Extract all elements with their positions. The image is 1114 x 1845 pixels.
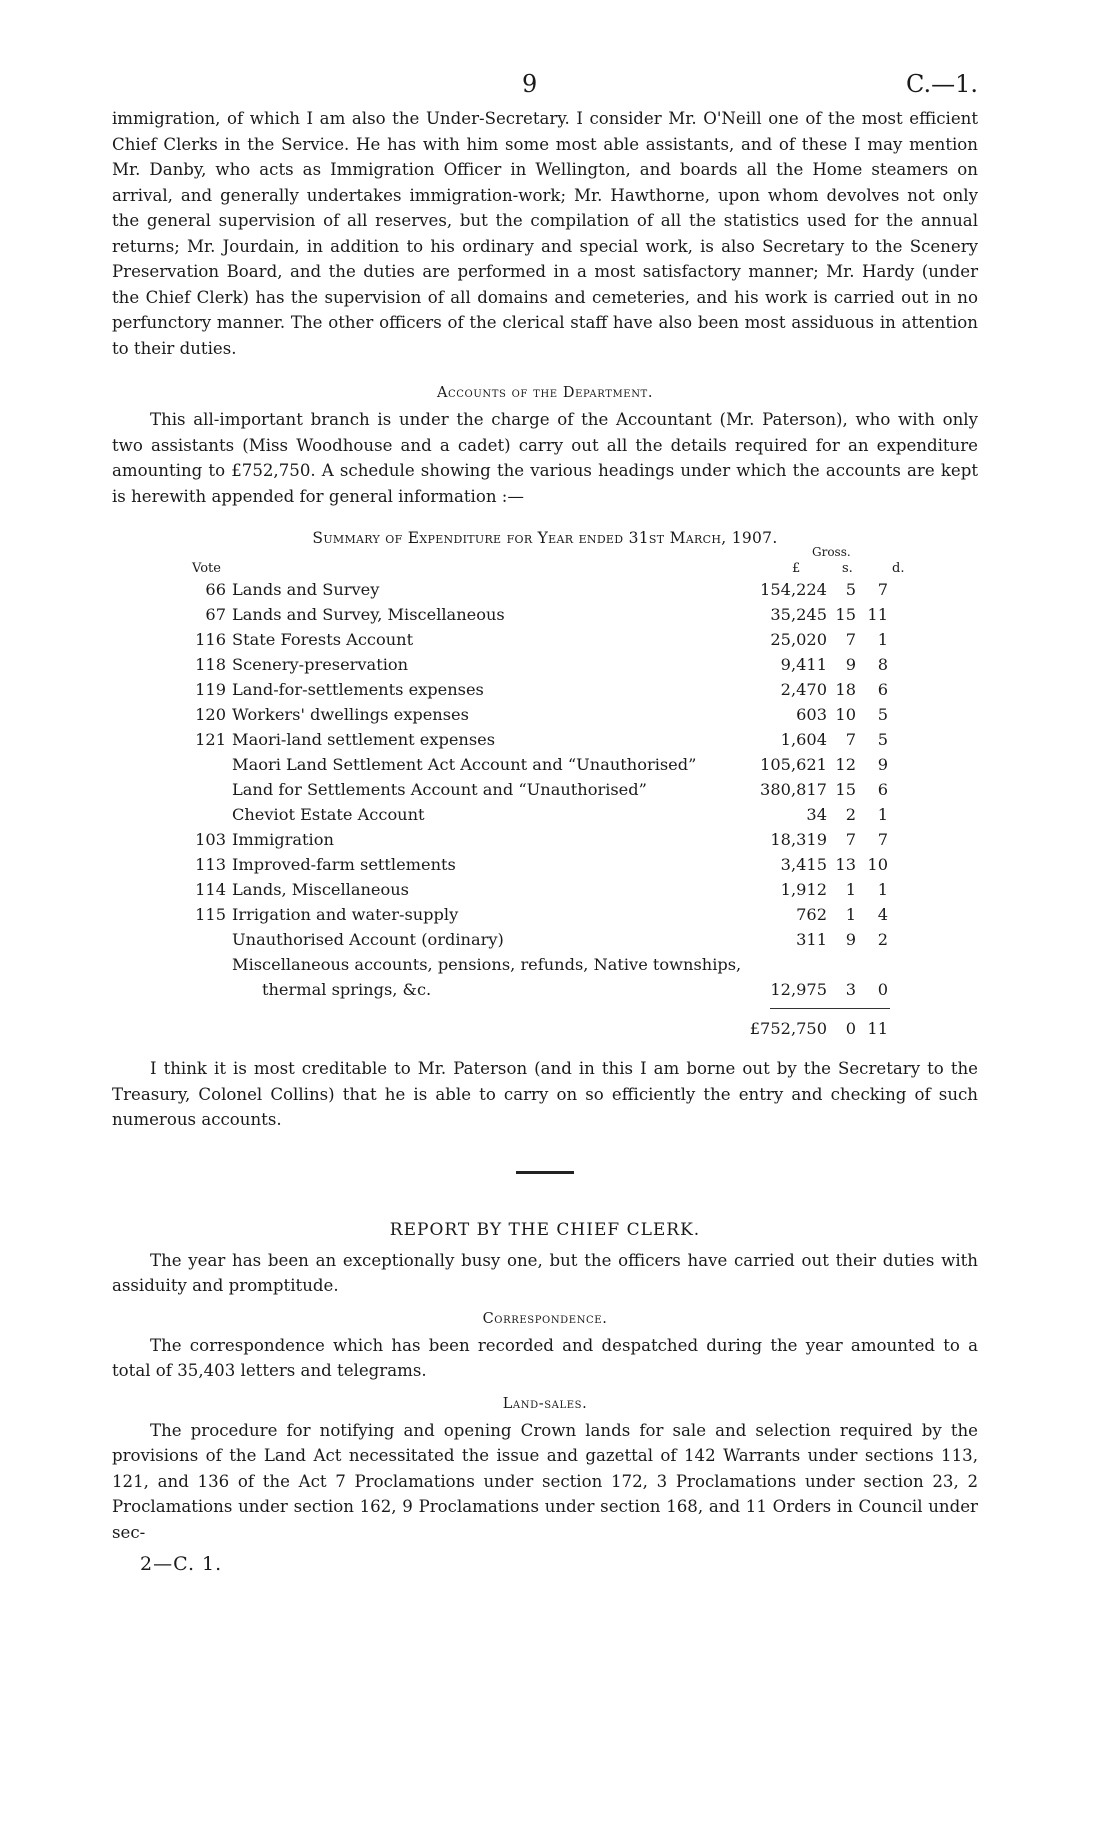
amount-shillings: 1: [845, 905, 856, 924]
table-row: [192, 652, 912, 677]
vote-number: 115: [195, 905, 226, 924]
amount-pence: 4: [877, 905, 888, 924]
amount-pence: 8: [877, 655, 888, 674]
table-total-row: [192, 1016, 912, 1042]
table-row: [192, 577, 912, 602]
row-description: Lands and Survey, Miscellaneous: [232, 605, 505, 624]
row-description: Lands, Miscellaneous: [232, 880, 409, 899]
amount-pence: 6: [877, 680, 888, 699]
row-description: Workers' dwellings expenses: [232, 705, 469, 724]
amount-pence: 2: [877, 930, 888, 949]
expenditure-table: [192, 547, 912, 1042]
vote-number: 113: [195, 855, 226, 874]
amount-shillings: 7: [845, 630, 856, 649]
amount-pounds: 1,604: [780, 730, 827, 749]
land-sales-heading: Land-sales.: [502, 1395, 588, 1412]
total-shillings: 0: [845, 1019, 856, 1038]
pence-column-header: d.: [892, 561, 905, 576]
amount-pence: 0: [877, 980, 888, 999]
amount-pounds: 1,912: [780, 880, 827, 899]
correspondence-heading: Correspondence.: [482, 1310, 608, 1327]
amount-shillings: 2: [845, 805, 856, 824]
table-row: [192, 852, 912, 877]
table-row: [192, 702, 912, 727]
amount-shillings: 9: [845, 655, 856, 674]
accounts-heading: Accounts of the Department.: [436, 385, 654, 401]
total-rule: [192, 1002, 912, 1016]
table-row: [192, 952, 912, 977]
row-description: Immigration: [232, 830, 334, 849]
vote-number: 119: [195, 680, 226, 699]
amount-shillings: 13: [835, 855, 856, 874]
amount-pence: 5: [877, 730, 888, 749]
correspondence-paragraph: The correspondence which has been recorded and despatched during the year amounted to a total of 35,403 letters and telegrams.: [112, 1335, 978, 1380]
vote-number: 118: [195, 655, 226, 674]
table-row: [192, 927, 912, 952]
accounts-paragraph: This all-important branch is under the charge of the Accountant (Mr. Paterson), who with only two assistants (Miss Woodhouse and a cadet) carry out all the details required for an expenditure amounting to £752,750. A schedule showing the various headings under which the accounts are kept is herewith appended for general information :—: [112, 410, 978, 506]
vote-column-header: Vote: [192, 561, 221, 576]
amount-pence: 7: [877, 830, 888, 849]
page-header: [112, 70, 978, 106]
total-pounds: £752,750: [749, 1019, 827, 1038]
row-description: Land for Settlements Account and “Unauthorised”: [232, 780, 647, 799]
intro-paragraph: immigration, of which I am also the Under-Secretary. I consider Mr. O'Neill one of the most efficient Chief Clerks in the Service. He has with him some most able assistants, and of these I may mention Mr. Danby, who acts as Immigration Officer in Wellington, and boards all the Home steamers on arrival, and generally undertakes immigration-work; Mr. Hawthorne, upon whom devolves not only the general supervision of all reserves, but the compilation of all the statistics used for the annual returns; Mr. Jourdain, in addition to his ordinary and special work, is also Secretary to the Scenery Preservation Board, and the duties are performed in a most satisfactory manner; Mr. Hardy (under the Chief Clerk) has the supervision of all domains and cemeteries, and his work is carried out in no perfunctory manner. The other officers of the clerical staff have also been most assiduous in attention to their duties.: [112, 109, 978, 358]
amount-pounds: 154,224: [760, 580, 827, 599]
amount-shillings: 9: [845, 930, 856, 949]
table-row: [192, 727, 912, 752]
pounds-column-header: £: [792, 561, 801, 576]
table-row: [192, 627, 912, 652]
row-description: Lands and Survey: [232, 580, 380, 599]
amount-pounds: 311: [796, 930, 827, 949]
amount-shillings: 15: [835, 605, 856, 624]
amount-pounds: 603: [796, 705, 827, 724]
table-rows: [192, 547, 912, 1042]
row-description: Cheviot Estate Account: [232, 805, 425, 824]
page-signature: 2—C. 1.: [140, 1553, 223, 1575]
amount-pence: 7: [877, 580, 888, 599]
vote-number: 103: [195, 830, 226, 849]
amount-pounds: 35,245: [770, 605, 827, 624]
vote-number: 121: [195, 730, 226, 749]
report-intro: The year has been an exceptionally busy one, but the officers have carried out their duties with assiduity and promptitude.: [112, 1250, 978, 1295]
amount-shillings: 7: [845, 830, 856, 849]
amount-pounds: 380,817: [760, 780, 827, 799]
vote-number: 66: [205, 580, 226, 599]
amount-pounds: 34: [806, 805, 827, 824]
amount-pounds: 9,411: [780, 655, 827, 674]
document-page: [112, 70, 978, 1575]
table-row: [192, 602, 912, 627]
row-description: Unauthorised Account (ordinary): [232, 930, 504, 949]
table-row: [192, 902, 912, 927]
land-sales-paragraph: The procedure for notifying and opening Crown lands for sale and selection required by the provisions of the Land Act necessitated the issue and gazettal of 142 Warrants under sections 113, 121, and 136 of the Act 7 Proclamations under section 172, 3 Proclamations under section 23, 2 Proclamations under section 162, 9 Proclamations under section 168, and 11 Orders in Council under sec-: [112, 1420, 978, 1542]
amount-shillings: 12: [835, 755, 856, 774]
vote-number: 120: [195, 705, 226, 724]
amount-pounds: 2,470: [780, 680, 827, 699]
amount-pence: 1: [877, 880, 888, 899]
section-divider: [516, 1171, 574, 1174]
shillings-column-header: s.: [842, 561, 853, 576]
amount-shillings: 5: [845, 580, 856, 599]
vote-number: 116: [195, 630, 226, 649]
row-description: State Forests Account: [232, 630, 414, 649]
amount-pence: 10: [867, 855, 888, 874]
row-description-continued: thermal springs, &c.: [262, 980, 432, 999]
table-row: [192, 802, 912, 827]
amount-shillings: 18: [835, 680, 856, 699]
table-row: [192, 877, 912, 902]
vote-number: 67: [205, 605, 226, 624]
row-description: Improved-farm settlements: [232, 855, 456, 874]
table-row: [192, 752, 912, 777]
closing-paragraph: I think it is most creditable to Mr. Paterson (and in this I am borne out by the Secretary to the Treasury, Colonel Collins) that he is able to carry on so efficiently the entry and checking of such numerous accounts.: [112, 1059, 978, 1129]
amount-pounds: 25,020: [770, 630, 827, 649]
row-description: Irrigation and water-supply: [232, 905, 459, 924]
amount-shillings: 15: [835, 780, 856, 799]
row-description: Land-for-settlements expenses: [232, 680, 484, 699]
amount-pounds: 3,415: [780, 855, 827, 874]
row-description: Scenery-preservation: [232, 655, 409, 674]
amount-pence: 9: [877, 755, 888, 774]
amount-pence: 1: [877, 805, 888, 824]
amount-shillings: 10: [835, 705, 856, 724]
page-number: 9: [522, 70, 538, 98]
amount-pence: 5: [877, 705, 888, 724]
amount-pounds: 12,975: [770, 980, 827, 999]
row-description: Maori-land settlement expenses: [232, 730, 496, 749]
document-reference: C.—1.: [905, 70, 978, 98]
vote-number: 114: [195, 880, 226, 899]
amount-pounds: 18,319: [770, 830, 827, 849]
total-pence: 11: [867, 1019, 888, 1038]
table-row: [192, 777, 912, 802]
summary-title: Summary of Expenditure for Year ended 31st March, 1907.: [312, 529, 778, 547]
amount-pence: 6: [877, 780, 888, 799]
row-description: Miscellaneous accounts, pensions, refunds, Native townships,: [232, 955, 742, 974]
table-row: [192, 827, 912, 852]
report-heading: REPORT BY THE CHIEF CLERK.: [389, 1219, 701, 1240]
amount-pence: 11: [867, 605, 888, 624]
table-row: [192, 977, 912, 1002]
amount-shillings: 7: [845, 730, 856, 749]
amount-pounds: 105,621: [760, 755, 827, 774]
table-row: [192, 677, 912, 702]
amount-shillings: 3: [845, 980, 856, 999]
amount-pounds: 762: [796, 905, 827, 924]
amount-pence: 1: [877, 630, 888, 649]
amount-shillings: 1: [845, 880, 856, 899]
row-description: Maori Land Settlement Act Account and “Unauthorised”: [232, 755, 697, 774]
gross-label: Gross.: [812, 545, 851, 559]
